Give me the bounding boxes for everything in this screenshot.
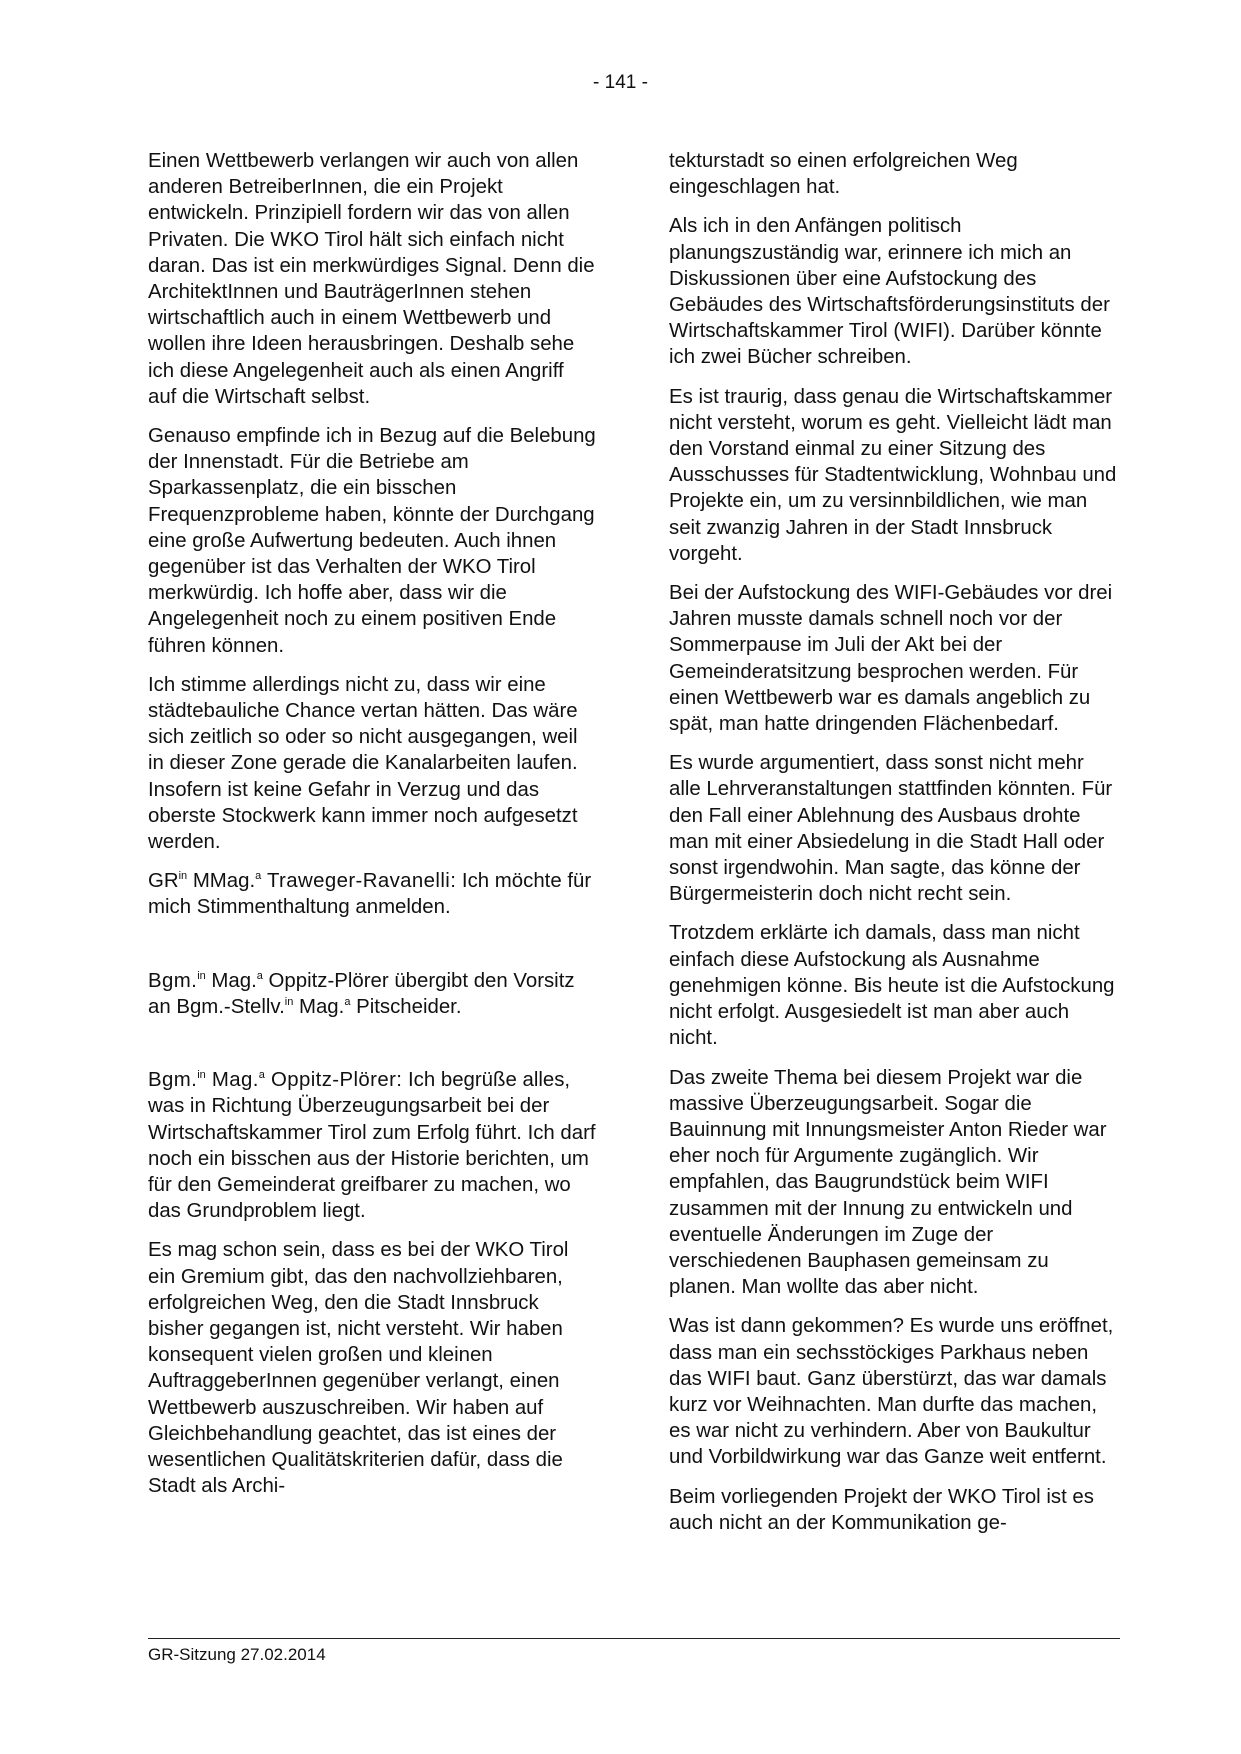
paragraph: Ich stimme allerdings nicht zu, dass wir eine städtebauliche Chance vertan hätten. Das wäre sich zeitlich so oder so nicht ausgegangen, weil in dieser Zone gerade die Kanalarbeiten laufen. Insofern ist keine Gefahr in Verzug und das oberste Stockwerk kann immer noch aufgesetzt werden. (148, 673, 578, 854)
statement-text: Ich begrüße alles, was in Richtung Überzeugungsarbeit bei der Wirtschaftskammer Tirol zum Erfolg führt. Ich darf noch ein bisschen aus der Historie berichten, um für den Gemeinderat greifbarer zu machen, wo das Grundproblem liegt. (148, 1069, 596, 1223)
paragraph: Beim vorliegenden Projekt der WKO Tirol ist es auch nicht an der Kommunikation ge- (669, 1485, 1094, 1534)
superscript: in (197, 969, 206, 982)
speaker-name: Oppitz-Plörer: (264, 1069, 403, 1092)
paragraph: tekturstadt so einen erfolgreichen Weg eingeschlagen hat. (669, 150, 1018, 199)
speaker-statement-traweger (148, 868, 596, 920)
speaker-title: Mag. (293, 995, 345, 1018)
right-column (669, 148, 1117, 1549)
left-column (148, 148, 596, 1512)
paragraph: Genauso empfinde ich in Bezug auf die Belebung der Innenstadt. Für die Betriebe am Sparkassenplatz, die ein bisschen Frequenzprobleme haben, könnte der Durchgang eine große Aufwertung bedeuten. Auch ihnen gegenüber ist das Verhalten der WKO Tirol merkwürdig. Ich hoffe aber, dass wir die Angelegenheit noch zu einem positiven Ende führen können. (148, 425, 596, 657)
speaker-statement-oppitz (148, 1067, 596, 1224)
speaker-title: Mag. (205, 1069, 259, 1092)
note-text: übergibt den Vorsitz an Bgm.-Stellv. (148, 969, 575, 1018)
paragraph: Es ist traurig, dass genau die Wirtschaftskammer nicht versteht, worum es geht. Vielleicht lädt man den Vorstand einmal zu einer Sitzung des Ausschusses für Stadtentwicklung, Wohnbau und Projekte ein, um zu versinnbildlichen, wie man seit zwanzig Jahren in der Stadt Innsbruck vorgeht. (669, 385, 1117, 565)
footer-divider (148, 1638, 1120, 1639)
paragraph: Es wurde argumentiert, dass sonst nicht mehr alle Lehrveranstaltungen stattfinden könnten. Für den Fall einer Ablehnung des Ausbaus drohte man mit einer Absiedelung in die Stadt Hall oder sonst irgendwohin. Man sagte, das könne der Bürgermeisterin doch nicht recht sein. (669, 752, 1113, 906)
superscript: in (178, 870, 188, 883)
paragraph: Trotzdem erklärte ich damals, dass man nicht einfach diese Aufstockung als Ausnahme genehmigen könne. Bis heute ist die Aufstockung nicht erfolgt. Ausgesiedelt ist man aber auch nicht. (669, 922, 1115, 1050)
paragraph: Was ist dann gekommen? Es wurde uns eröffnet, dass man ein sechsstöckiges Parkhaus neben das WIFI baut. Ganz überstürzt, das war damals kurz vor Weihnachten. Man durfte das machen, es war nicht zu verhindern. Aber von Baukultur und Vorbildwirkung war das Ganze weit entfernt. (669, 1315, 1114, 1469)
speaker-prefix: GR (148, 870, 179, 893)
note-text: Pitscheider. (350, 995, 462, 1018)
paragraph: Bei der Aufstockung des WIFI-Gebäudes vor drei Jahren musste damals schnell noch vor der Sommerpause im Juli der Akt bei der Gemeinderatsitzung besprochen werden. Für einen Wettbewerb war es damals angeblich zu spät, man hatte dringenden Flächenbedarf. (669, 582, 1113, 736)
superscript: a (258, 1069, 265, 1082)
paragraph: Es mag schon sein, dass es bei der WKO Tirol ein Gremium gibt, das den nachvollziehbaren, erfolgreichen Weg, den die Stadt Innsbruck bisher gegangen ist, nicht versteht. Wir haben konsequent vielen großen und kleinen AuftraggeberInnen gegenüber verlangt, einen Wettbewerb auszuschreiben. Wir haben auf Gleichbehandlung geachtet, das ist eines der wesentlichen Qualitätskriterien dafür, dass die Stadt als Archi- (148, 1239, 569, 1498)
superscript: a (255, 870, 262, 883)
speaker-prefix: Bgm. (148, 1069, 198, 1092)
paragraph: Einen Wettbewerb verlangen wir auch von allen anderen BetreiberInnen, die ein Projekt entwickeln. Prinzipiell fordern wir das von allen Privaten. Die WKO Tirol hält sich einfach nicht daran. Das ist ein merkwürdiges Signal. Denn die ArchitektInnen und BauträgerInnen stehen wirtschaftlich auch in einem Wettbewerb und wollen ihre Ideen herausbringen. Deshalb sehe ich diese Angelegenheit auch als einen Angriff auf die Wirtschaft selbst. (148, 150, 595, 408)
superscript: in (197, 1069, 206, 1082)
speaker-prefix: Bgm. (148, 969, 198, 992)
statement-text: Ich möchte für mich Stimmenthaltung anmelden. (148, 870, 592, 919)
superscript: a (256, 969, 263, 982)
footer-session-date: GR-Sitzung 27.02.2014 (148, 1645, 326, 1664)
speaker-name: Traweger-Ravanelli: (261, 870, 457, 893)
superscript: a (344, 995, 351, 1008)
paragraph: Als ich in den Anfängen politisch planungszuständig war, erinnere ich mich an Diskussionen über eine Aufstockung des Gebäudes des Wirtschaftsförderungsinstituts der Wirtschaftskammer Tirol (WIFI). Darüber könnte ich zwei Bücher schreiben. (669, 215, 1110, 369)
paragraph: Das zweite Thema bei diesem Projekt war die massive Überzeugungsarbeit. Sogar die Bauinnung mit Innungsmeister Anton Rieder war eher noch für Argumente zugänglich. Wir empfahlen, das Baugrundstück beim WIFI zusammen mit der Innung zu entwickeln und eventuelle Änderungen im Zuge der verschiedenen Bauphasen gemeinsam zu planen. Man wollte das aber nicht. (669, 1066, 1107, 1299)
speaker-title: MMag. (187, 870, 256, 893)
spacer (148, 934, 596, 968)
superscript: in (284, 995, 294, 1008)
procedural-note (148, 968, 596, 1020)
page-number: - 141 - (593, 72, 648, 93)
speaker-title: Mag. (205, 969, 257, 992)
speaker-name: Oppitz-Plörer (262, 969, 389, 992)
spacer (148, 1033, 596, 1067)
